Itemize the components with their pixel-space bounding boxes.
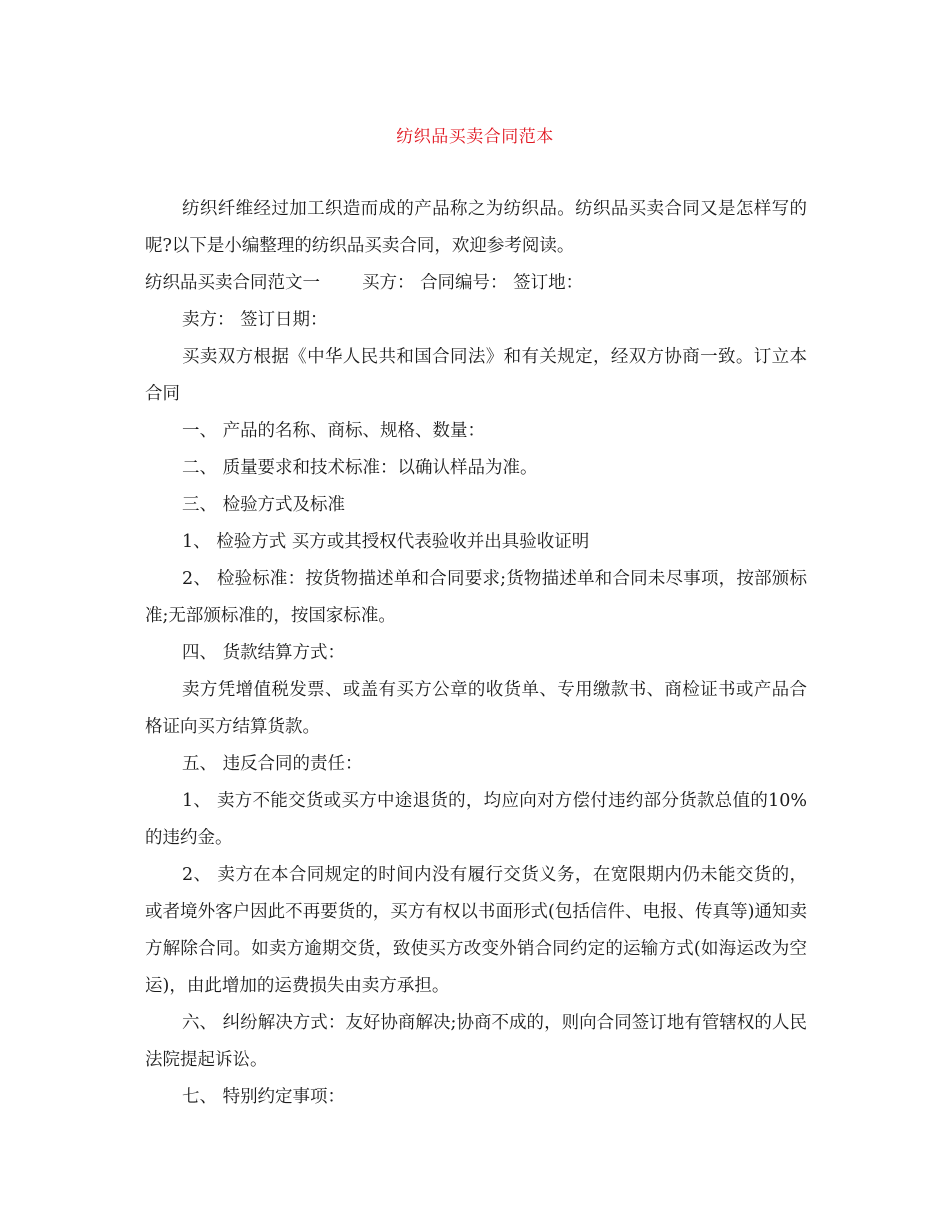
clause-2: 二、 质量要求和技术标准：以确认样品为准。 (182, 458, 538, 478)
document-title: 纺织品买卖合同范本 (396, 127, 554, 147)
contract-header-line (145, 265, 807, 302)
clause-3: 三、 检验方式及标准 (182, 495, 346, 515)
preamble-paragraph: 买卖双方根据《中华人民共和国合同法》和有关规定，经双方协商一致。订立本合同 (145, 347, 807, 404)
clause-5-item-1: 1、 卖方不能交货或买方中途退货的，均应向对方偿付违约部分货款总值的10%的违约金。 (145, 791, 807, 848)
seller-date-line: 卖方： 签订日期： (182, 310, 328, 330)
clause-4: 四、 货款结算方式： (182, 643, 346, 663)
buyer-contract-fields: 买方： 合同编号： 签订地： (362, 273, 584, 293)
contract-sample-label: 纺织品买卖合同范文一 (145, 273, 320, 293)
clause-3-item-2: 2、 检验标准：按货物描述单和合同要求;货物描述单和合同未尽事项，按部颁标准;无部颁标准的，按国家标准。 (145, 569, 807, 626)
clause-7: 七、 特别约定事项： (182, 1087, 346, 1107)
clause-5-item-2: 2、 卖方在本合同规定的时间内没有履行交货义务，在宽限期内仍未能交货的，或者境外客户因此不再要货的，买方有权以书面形式(包括信件、电报、传真等)通知卖方解除合同。如卖方逾期交货，致使买方改变外销合同约定的运输方式(如海运改为空运)，由此增加的运费损失由卖方承担。 (145, 865, 807, 996)
clause-4-body: 卖方凭增值税发票、或盖有买方公章的收货单、专用缴款书、商检证书或产品合格证向买方结算货款。 (145, 680, 807, 737)
clause-6: 六、 纠纷解决方式：友好协商解决;协商不成的，则向合同签订地有管辖权的人民法院提起诉讼。 (145, 1013, 807, 1070)
intro-paragraph: 纺织纤维经过加工织造而成的产品称之为纺织品。纺织品买卖合同又是怎样写的呢?以下是小编整理的纺织品买卖合同，欢迎参考阅读。 (145, 199, 807, 256)
document-body (145, 191, 807, 1116)
clause-1: 一、 产品的名称、商标、规格、数量： (182, 421, 486, 441)
clause-3-item-1: 1、 检验方式 买方或其授权代表验收并出具验收证明 (182, 532, 590, 552)
clause-5: 五、 违反合同的责任： (182, 754, 363, 774)
